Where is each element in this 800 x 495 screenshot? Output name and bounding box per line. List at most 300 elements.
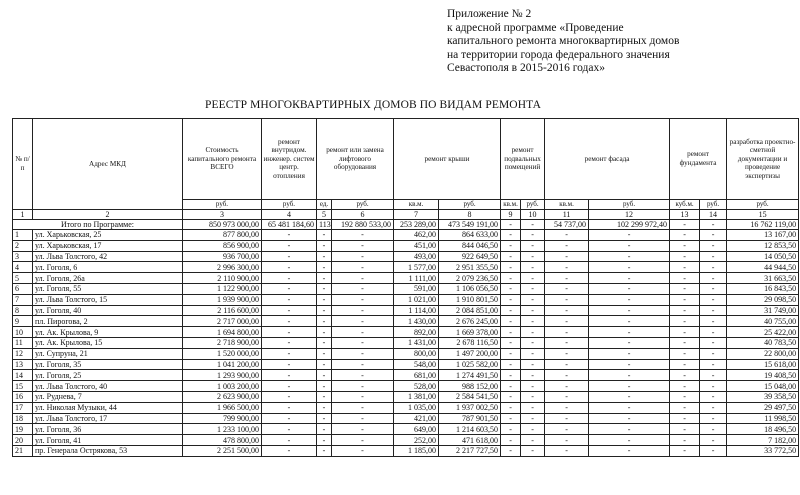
table-cell: - bbox=[521, 402, 545, 413]
table-cell: 1 003 200,00 bbox=[183, 381, 262, 392]
appendix-line: Севастополя в 2015-2016 годах» bbox=[447, 62, 605, 74]
row-number-cell: 10 bbox=[13, 327, 33, 338]
table-row bbox=[13, 316, 799, 327]
table-cell: - bbox=[521, 370, 545, 381]
table-cell: 548,00 bbox=[394, 359, 439, 370]
table-cell: - bbox=[670, 251, 700, 262]
table-cell: - bbox=[332, 445, 394, 456]
table-cell: 1 431,00 bbox=[394, 337, 439, 348]
table-cell: 2 217 727,50 bbox=[439, 445, 501, 456]
table-cell: - bbox=[332, 348, 394, 359]
table-cell: - bbox=[589, 305, 670, 316]
registry-rows bbox=[13, 230, 799, 457]
table-cell: - bbox=[521, 294, 545, 305]
table-cell: - bbox=[545, 251, 589, 262]
table-cell: - bbox=[332, 230, 394, 241]
header-design: разработка проектно-сметной документации и проведение экспертизы bbox=[727, 119, 799, 200]
column-number: 13 bbox=[670, 210, 700, 220]
table-cell: - bbox=[545, 424, 589, 435]
table-cell: 1 694 800,00 bbox=[183, 327, 262, 338]
table-cell: 1 214 603,50 bbox=[439, 424, 501, 435]
unit-cell: руб. bbox=[727, 200, 799, 210]
total-cell: 54 737,00 bbox=[545, 220, 589, 230]
table-cell: - bbox=[670, 370, 700, 381]
table-cell: 922 649,50 bbox=[439, 251, 501, 262]
address-cell: ул. Николая Музыки, 44 bbox=[33, 402, 183, 413]
table-cell: 1 520 000,00 bbox=[183, 348, 262, 359]
table-cell: 1 669 378,00 bbox=[439, 327, 501, 338]
table-cell: 528,00 bbox=[394, 381, 439, 392]
table-row bbox=[13, 445, 799, 456]
table-cell: - bbox=[262, 348, 317, 359]
appendix-line: Приложение № 2 bbox=[447, 8, 532, 20]
table-cell: 649,00 bbox=[394, 424, 439, 435]
table-cell: - bbox=[700, 359, 727, 370]
table-cell: - bbox=[670, 424, 700, 435]
table-cell: 1 937 002,50 bbox=[439, 402, 501, 413]
row-number-cell: 21 bbox=[13, 445, 33, 456]
table-cell: - bbox=[670, 359, 700, 370]
header-facade: ремонт фасада bbox=[545, 119, 670, 200]
table-cell: - bbox=[589, 435, 670, 446]
row-number-cell: 20 bbox=[13, 435, 33, 446]
table-cell: - bbox=[545, 391, 589, 402]
row-number-cell: 17 bbox=[13, 402, 33, 413]
table-cell: - bbox=[521, 445, 545, 456]
column-number: 5 bbox=[317, 210, 332, 220]
table-cell: - bbox=[700, 381, 727, 392]
table-cell: - bbox=[501, 316, 521, 327]
table-cell: 29 098,50 bbox=[727, 294, 799, 305]
table-cell: 1 966 500,00 bbox=[183, 402, 262, 413]
table-cell: - bbox=[501, 305, 521, 316]
table-cell: - bbox=[332, 327, 394, 338]
table-cell: - bbox=[521, 435, 545, 446]
total-cell: 253 289,00 bbox=[394, 220, 439, 230]
table-cell: 40 755,00 bbox=[727, 316, 799, 327]
total-cell: 850 973 000,00 bbox=[183, 220, 262, 230]
table-cell: - bbox=[521, 262, 545, 273]
table-cell: - bbox=[501, 413, 521, 424]
table-cell: - bbox=[501, 251, 521, 262]
table-row bbox=[13, 327, 799, 338]
table-cell: - bbox=[521, 424, 545, 435]
table-cell: - bbox=[545, 413, 589, 424]
table-cell: 451,00 bbox=[394, 240, 439, 251]
row-number-cell: 15 bbox=[13, 381, 33, 392]
table-row bbox=[13, 348, 799, 359]
column-number: 3 bbox=[183, 210, 262, 220]
table-cell: - bbox=[521, 230, 545, 241]
table-cell: - bbox=[670, 305, 700, 316]
column-number: 4 bbox=[262, 210, 317, 220]
table-cell: - bbox=[589, 230, 670, 241]
appendix-header bbox=[447, 8, 792, 76]
table-cell: - bbox=[545, 316, 589, 327]
total-cell: - bbox=[700, 220, 727, 230]
table-cell: - bbox=[521, 305, 545, 316]
unit-cell: руб. bbox=[332, 200, 394, 210]
table-row bbox=[13, 251, 799, 262]
table-cell: 462,00 bbox=[394, 230, 439, 241]
table-cell: 856 900,00 bbox=[183, 240, 262, 251]
column-number: 1 bbox=[13, 210, 33, 220]
table-cell: 29 497,50 bbox=[727, 402, 799, 413]
table-cell: - bbox=[589, 370, 670, 381]
address-cell: пр. Генерала Острякова, 53 bbox=[33, 445, 183, 456]
table-cell: 2 251 500,00 bbox=[183, 445, 262, 456]
table-cell: 1 381,00 bbox=[394, 391, 439, 402]
table-cell: 1 025 582,00 bbox=[439, 359, 501, 370]
table-cell: - bbox=[700, 327, 727, 338]
address-cell: ул. Льва Толстого, 17 bbox=[33, 413, 183, 424]
table-cell: 800,00 bbox=[394, 348, 439, 359]
table-cell: - bbox=[670, 381, 700, 392]
table-cell: - bbox=[262, 294, 317, 305]
table-cell: - bbox=[262, 305, 317, 316]
table-cell: - bbox=[521, 391, 545, 402]
row-number-cell: 16 bbox=[13, 391, 33, 402]
column-number: 7 bbox=[394, 210, 439, 220]
table-cell: - bbox=[317, 402, 332, 413]
column-number: 11 bbox=[545, 210, 589, 220]
table-cell: - bbox=[670, 337, 700, 348]
table-cell: 2 678 116,50 bbox=[439, 337, 501, 348]
address-cell: ул. Гоголя, 40 bbox=[33, 305, 183, 316]
row-number-cell: 19 bbox=[13, 424, 33, 435]
appendix-line: на территории города федерального значения bbox=[447, 48, 670, 61]
table-cell: - bbox=[545, 359, 589, 370]
table-cell: 1 111,00 bbox=[394, 273, 439, 284]
table-cell: - bbox=[545, 381, 589, 392]
table-cell: - bbox=[670, 230, 700, 241]
table-cell: 1 114,00 bbox=[394, 305, 439, 316]
table-cell: - bbox=[670, 316, 700, 327]
table-cell: - bbox=[501, 435, 521, 446]
table-cell: 1 185,00 bbox=[394, 445, 439, 456]
table-cell: - bbox=[317, 413, 332, 424]
column-number: 8 bbox=[439, 210, 501, 220]
table-cell: - bbox=[332, 262, 394, 273]
table-cell: 15 618,00 bbox=[727, 359, 799, 370]
table-cell: - bbox=[700, 230, 727, 241]
table-row bbox=[13, 305, 799, 316]
row-number-cell: 14 bbox=[13, 370, 33, 381]
table-cell: - bbox=[589, 283, 670, 294]
column-number: 9 bbox=[501, 210, 521, 220]
table-cell: - bbox=[589, 402, 670, 413]
table-cell: - bbox=[670, 240, 700, 251]
table-cell: 421,00 bbox=[394, 413, 439, 424]
table-cell: - bbox=[670, 348, 700, 359]
table-cell: 799 900,00 bbox=[183, 413, 262, 424]
address-cell: ул. Гоголя, 36 bbox=[33, 424, 183, 435]
address-cell: ул. Гоголя, 6 bbox=[33, 262, 183, 273]
table-cell: - bbox=[501, 402, 521, 413]
unit-cell: руб. bbox=[521, 200, 545, 210]
table-cell: - bbox=[700, 337, 727, 348]
table-cell: - bbox=[262, 262, 317, 273]
table-row bbox=[13, 413, 799, 424]
table-cell: - bbox=[317, 262, 332, 273]
table-cell: - bbox=[589, 381, 670, 392]
table-cell: 22 800,00 bbox=[727, 348, 799, 359]
table-cell: 16 843,50 bbox=[727, 283, 799, 294]
address-cell: ул. Льва Толстого, 42 bbox=[33, 251, 183, 262]
unit-cell: куб.м. bbox=[670, 200, 700, 210]
table-cell: 2 718 900,00 bbox=[183, 337, 262, 348]
table-cell: 892,00 bbox=[394, 327, 439, 338]
row-number-cell: 6 bbox=[13, 283, 33, 294]
column-number: 2 bbox=[33, 210, 183, 220]
row-number-cell: 18 bbox=[13, 413, 33, 424]
table-cell: - bbox=[332, 370, 394, 381]
table-cell: - bbox=[317, 240, 332, 251]
registry-table bbox=[12, 118, 799, 457]
table-cell: - bbox=[262, 251, 317, 262]
table-cell: - bbox=[700, 413, 727, 424]
table-cell: 1 577,00 bbox=[394, 262, 439, 273]
header-foundation: ремонт фундамента bbox=[670, 119, 727, 200]
column-number: 15 bbox=[727, 210, 799, 220]
table-cell: - bbox=[317, 305, 332, 316]
table-cell: 1 233 100,00 bbox=[183, 424, 262, 435]
table-cell: - bbox=[670, 391, 700, 402]
table-cell: - bbox=[700, 391, 727, 402]
row-number-cell: 11 bbox=[13, 337, 33, 348]
table-row bbox=[13, 359, 799, 370]
table-cell: - bbox=[317, 230, 332, 241]
table-cell: 19 408,50 bbox=[727, 370, 799, 381]
table-cell: 25 422,00 bbox=[727, 327, 799, 338]
total-cell: - bbox=[501, 220, 521, 230]
table-cell: 1 035,00 bbox=[394, 402, 439, 413]
header-address: Адрес МКД bbox=[33, 119, 183, 210]
table-cell: - bbox=[589, 445, 670, 456]
table-cell: - bbox=[670, 283, 700, 294]
table-cell: - bbox=[332, 251, 394, 262]
address-cell: ул. Гоголя, 25 bbox=[33, 370, 183, 381]
address-cell: ул. Гоголя, 55 bbox=[33, 283, 183, 294]
table-row bbox=[13, 294, 799, 305]
table-cell: - bbox=[332, 283, 394, 294]
table-cell: 493,00 bbox=[394, 251, 439, 262]
table-row bbox=[13, 273, 799, 284]
table-cell: - bbox=[501, 327, 521, 338]
table-cell: 1 939 900,00 bbox=[183, 294, 262, 305]
table-cell: - bbox=[262, 424, 317, 435]
table-cell: 252,00 bbox=[394, 435, 439, 446]
table-cell: 787 901,50 bbox=[439, 413, 501, 424]
row-number-cell: 12 bbox=[13, 348, 33, 359]
table-cell: 15 048,00 bbox=[727, 381, 799, 392]
table-cell: 2 717 000,00 bbox=[183, 316, 262, 327]
table-cell: - bbox=[545, 240, 589, 251]
table-cell: - bbox=[545, 294, 589, 305]
table-cell: - bbox=[521, 251, 545, 262]
table-cell: - bbox=[501, 391, 521, 402]
row-number-cell: 7 bbox=[13, 294, 33, 305]
total-cell: 16 762 119,00 bbox=[727, 220, 799, 230]
table-cell: 864 633,00 bbox=[439, 230, 501, 241]
table-row bbox=[13, 402, 799, 413]
table-cell: - bbox=[545, 305, 589, 316]
table-cell: - bbox=[317, 370, 332, 381]
table-cell: - bbox=[589, 327, 670, 338]
table-cell: - bbox=[262, 337, 317, 348]
address-cell: ул. Харьковская, 17 bbox=[33, 240, 183, 251]
total-cell: 113 bbox=[317, 220, 332, 230]
table-cell: - bbox=[317, 381, 332, 392]
column-number: 14 bbox=[700, 210, 727, 220]
table-cell: - bbox=[545, 273, 589, 284]
table-cell: - bbox=[545, 283, 589, 294]
table-cell: - bbox=[262, 391, 317, 402]
table-cell: - bbox=[670, 413, 700, 424]
appendix-line: к адресной программе «Проведение bbox=[447, 21, 624, 34]
table-cell: 1 106 056,50 bbox=[439, 283, 501, 294]
table-cell: - bbox=[545, 445, 589, 456]
table-cell: - bbox=[670, 445, 700, 456]
table-cell: - bbox=[317, 445, 332, 456]
address-cell: ул. Льва Толстого, 40 bbox=[33, 381, 183, 392]
table-cell: 39 358,50 bbox=[727, 391, 799, 402]
table-cell: - bbox=[332, 337, 394, 348]
table-cell: - bbox=[501, 370, 521, 381]
table-cell: - bbox=[521, 413, 545, 424]
table-cell: 2 079 236,50 bbox=[439, 273, 501, 284]
table-cell: - bbox=[317, 391, 332, 402]
table-cell: - bbox=[521, 381, 545, 392]
table-cell: - bbox=[700, 283, 727, 294]
header-total-cost: Стоимость капитального ремонта ВСЕГО bbox=[183, 119, 262, 200]
table-row bbox=[13, 370, 799, 381]
table-cell: 1 293 900,00 bbox=[183, 370, 262, 381]
table-cell: - bbox=[589, 273, 670, 284]
table-cell: - bbox=[501, 283, 521, 294]
table-cell: 1 910 801,50 bbox=[439, 294, 501, 305]
table-cell: - bbox=[317, 359, 332, 370]
header-num: № п/п bbox=[13, 119, 33, 210]
unit-cell: ед. bbox=[317, 200, 332, 210]
table-cell: - bbox=[700, 424, 727, 435]
table-cell: - bbox=[670, 402, 700, 413]
table-row bbox=[13, 381, 799, 392]
table-cell: - bbox=[262, 316, 317, 327]
table-cell: - bbox=[317, 337, 332, 348]
table-cell: - bbox=[670, 435, 700, 446]
address-cell: ул. Руднева, 7 bbox=[33, 391, 183, 402]
document-title: РЕЕСТР МНОГОКВАРТИРНЫХ ДОМОВ ПО ВИДАМ РЕМОНТА bbox=[205, 99, 542, 111]
table-row bbox=[13, 230, 799, 241]
unit-cell: руб. bbox=[589, 200, 670, 210]
table-cell: 844 046,50 bbox=[439, 240, 501, 251]
address-cell: ул. Ак. Крылова, 15 bbox=[33, 337, 183, 348]
table-cell: 2 951 355,50 bbox=[439, 262, 501, 273]
header-roof: ремонт крыши bbox=[394, 119, 501, 200]
table-cell: - bbox=[589, 348, 670, 359]
table-cell: - bbox=[589, 262, 670, 273]
table-cell: - bbox=[262, 370, 317, 381]
table-cell: - bbox=[317, 327, 332, 338]
table-cell: - bbox=[317, 424, 332, 435]
column-number: 12 bbox=[589, 210, 670, 220]
table-cell: - bbox=[589, 294, 670, 305]
address-cell: ул. Харьковская, 25 bbox=[33, 230, 183, 241]
table-cell: - bbox=[262, 230, 317, 241]
address-cell: ул. Гоголя, 26а bbox=[33, 273, 183, 284]
total-cell: - bbox=[670, 220, 700, 230]
total-row bbox=[13, 220, 799, 230]
table-cell: - bbox=[545, 262, 589, 273]
table-cell: - bbox=[332, 435, 394, 446]
table-cell: 988 152,00 bbox=[439, 381, 501, 392]
total-cell: 473 549 191,00 bbox=[439, 220, 501, 230]
table-cell: - bbox=[501, 294, 521, 305]
table-cell: - bbox=[589, 359, 670, 370]
table-cell: - bbox=[317, 283, 332, 294]
table-cell: - bbox=[700, 316, 727, 327]
table-cell: - bbox=[317, 294, 332, 305]
table-cell: - bbox=[262, 283, 317, 294]
table-cell: 33 772,50 bbox=[727, 445, 799, 456]
row-number-cell: 5 bbox=[13, 273, 33, 284]
table-cell: - bbox=[332, 273, 394, 284]
table-cell: 1 497 200,00 bbox=[439, 348, 501, 359]
table-cell: - bbox=[501, 381, 521, 392]
table-cell: 1 041 200,00 bbox=[183, 359, 262, 370]
table-row bbox=[13, 262, 799, 273]
unit-cell: руб. bbox=[700, 200, 727, 210]
table-cell: - bbox=[332, 381, 394, 392]
table-cell: 7 182,00 bbox=[727, 435, 799, 446]
table-cell: 2 110 900,00 bbox=[183, 273, 262, 284]
unit-cell: руб. bbox=[183, 200, 262, 210]
table-cell: 936 700,00 bbox=[183, 251, 262, 262]
table-cell: - bbox=[317, 273, 332, 284]
table-cell: - bbox=[332, 240, 394, 251]
table-cell: - bbox=[589, 391, 670, 402]
table-cell: - bbox=[332, 359, 394, 370]
table-cell: - bbox=[262, 240, 317, 251]
table-cell: 471 618,00 bbox=[439, 435, 501, 446]
table-cell: 1 430,00 bbox=[394, 316, 439, 327]
table-cell: 2 084 851,00 bbox=[439, 305, 501, 316]
table-cell: 2 116 600,00 bbox=[183, 305, 262, 316]
column-number: 6 bbox=[332, 210, 394, 220]
table-cell: - bbox=[262, 435, 317, 446]
table-cell: - bbox=[545, 348, 589, 359]
table-cell: - bbox=[700, 348, 727, 359]
table-cell: - bbox=[700, 294, 727, 305]
row-number-cell: 2 bbox=[13, 240, 33, 251]
table-cell: 13 167,00 bbox=[727, 230, 799, 241]
row-number-cell: 1 bbox=[13, 230, 33, 241]
table-cell: 12 853,50 bbox=[727, 240, 799, 251]
table-cell: 478 800,00 bbox=[183, 435, 262, 446]
total-cell: 65 481 184,60 bbox=[262, 220, 317, 230]
table-cell: - bbox=[501, 445, 521, 456]
table-cell: - bbox=[700, 262, 727, 273]
table-cell: 11 998,50 bbox=[727, 413, 799, 424]
table-cell: 2 676 245,00 bbox=[439, 316, 501, 327]
unit-cell: руб. bbox=[262, 200, 317, 210]
table-row bbox=[13, 424, 799, 435]
column-number: 10 bbox=[521, 210, 545, 220]
table-cell: - bbox=[332, 402, 394, 413]
table-cell: - bbox=[589, 413, 670, 424]
address-cell: ул. Гоголя, 35 bbox=[33, 359, 183, 370]
